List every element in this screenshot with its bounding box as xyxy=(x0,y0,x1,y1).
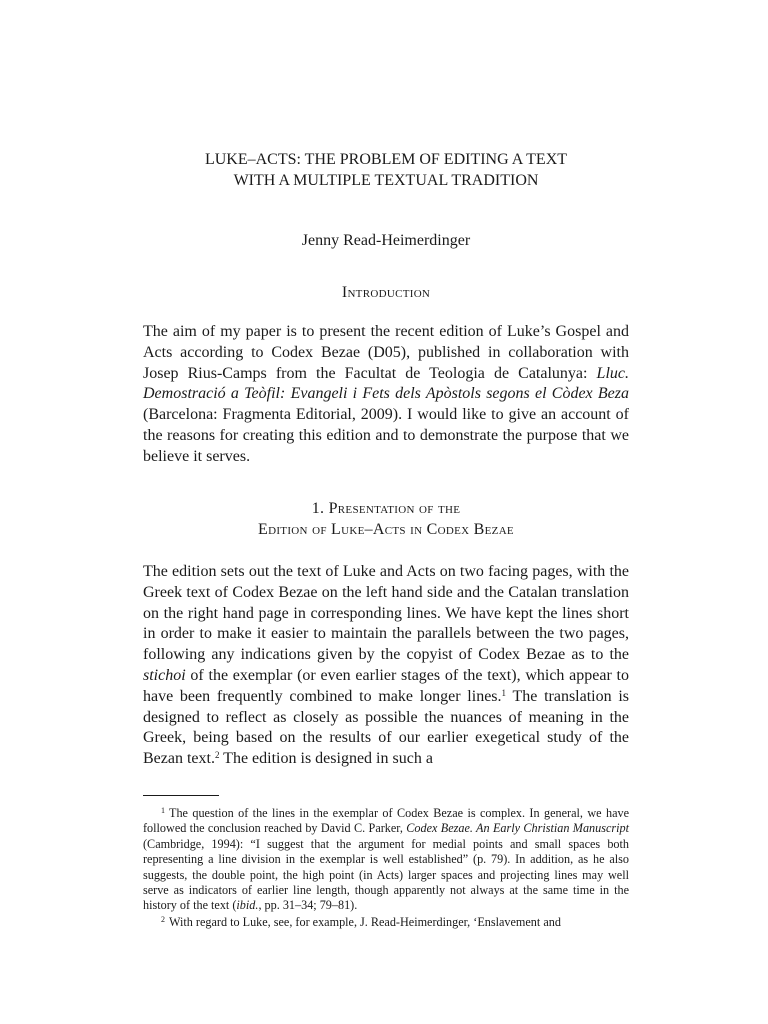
intro-book-title: Lluc. Demostració a Teòfil: Evangeli i Fets dels Apòstols segons el Còdex Beza xyxy=(143,364,629,403)
footnote-ref-1[interactable]: 1 xyxy=(501,687,507,698)
fn1-text-a: The question of the lines in the exemplar of Codex Bezae is complex. In general, we have followed the conclusion reached by David C. Parker, xyxy=(143,806,629,836)
author-name: Jenny Read-Heimerdinger xyxy=(301,232,471,249)
sec1-text-c: of the exemplar (or even earlier stages of the text), which appear to have been frequently combined to make longer lines. xyxy=(143,666,629,705)
footnote-divider xyxy=(143,795,219,796)
section-1-heading xyxy=(143,498,629,540)
paper-title-line-1: LUKE–ACTS: THE PROBLEM OF EDITING A TEXT xyxy=(204,151,568,168)
footnote-ref-2[interactable]: 2 xyxy=(214,750,220,761)
fn1-ibid: ibid. xyxy=(236,898,259,913)
fn2-text: With regard to Luke, see, for example, J. Read-Heimerdinger, ‘Enslavement and xyxy=(169,915,561,929)
sec1-text-a: The edition sets out the text of Luke and Acts on two facing pages, with the Greek text of Codex Bezae on the left hand side and the Catalan translation on the right hand page in corresponding lines. We have kept the lines short in order to make it easier to maintain the parallels between the two pages, following any indications given by the copyist of Codex Bezae as to the xyxy=(143,563,629,664)
sec1-text-d: The translation is designed to reflect as closely as possible the nuances of meaning in the Greek, being based on the results of our earlier exegetical study of the Bezan text. xyxy=(143,687,630,768)
sec1-stichoi: stichoi xyxy=(143,666,186,684)
footnote-1 xyxy=(143,806,629,914)
introduction-paragraph xyxy=(143,322,629,468)
intro-text-c: (Barcelona: Fragmenta Editorial, 2009). I would like to give an account of the reasons for creating this edition and to demonstrate the purpose that we believe it serves. xyxy=(143,406,629,465)
footnote-1-number: 1 xyxy=(161,806,165,815)
fn1-text-e: , pp. 31–34; 79–81). xyxy=(258,898,358,913)
footnote-2-number: 2 xyxy=(161,915,165,924)
section-1-paragraph xyxy=(143,562,629,770)
sec1-text-e: The edition is designed in such a xyxy=(219,750,433,768)
section-1-heading-line-2: Edition of Luke–Acts in Codex Bezae xyxy=(258,521,514,538)
paper-title xyxy=(143,149,629,191)
fn1-book-title: Codex Bezae. An Early Christian Manuscript xyxy=(406,821,629,836)
introduction-heading: Introduction xyxy=(341,284,431,301)
paper-title-line-2: WITH A MULTIPLE TEXTUAL TRADITION xyxy=(233,172,539,189)
intro-text-a: The aim of my paper is to present the recent edition of Luke’s Gospel and Acts according to Codex Bezae (D05), published in collaboration with Josep Rius-Camps from the Facultat de Teologia de Catalunya: xyxy=(143,323,629,382)
footnote-2 xyxy=(143,915,629,930)
fn1-text-c: (Cambridge, 1994): “I suggest that the argument for medial points and small spaces both representing a line division in the exemplar is well established” (p. 79). In addition, as he also suggests, the double point, the high point (in Acts) larger spaces and projecting lines may well serve as indicators of earlier line length, though apparently not always at the same time in the history of the text ( xyxy=(143,836,629,913)
section-1-heading-line-1: 1. Presentation of the xyxy=(311,500,461,517)
